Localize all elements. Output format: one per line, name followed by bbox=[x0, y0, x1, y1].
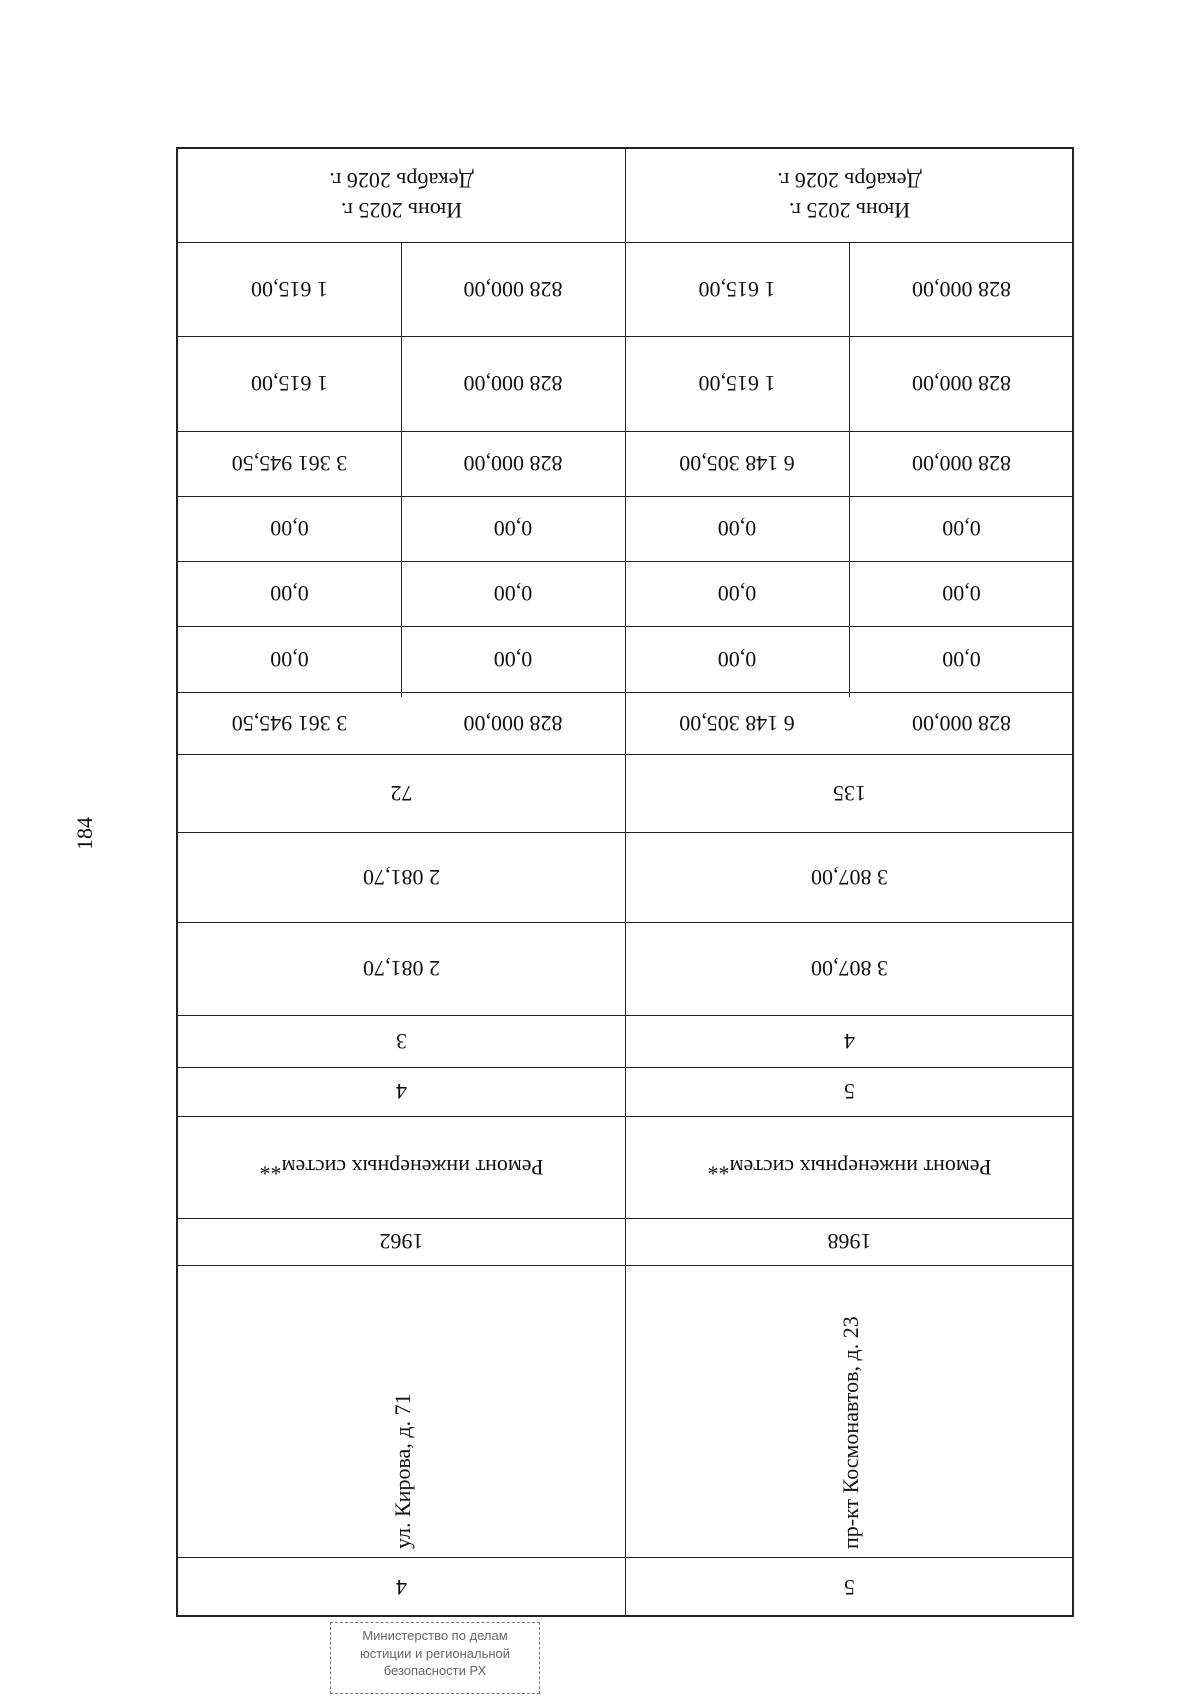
official-stamp bbox=[330, 1622, 540, 1694]
build-year: 1962 bbox=[379, 1229, 424, 1255]
unit-cost-per-sqm: 1 615,00 bbox=[251, 371, 328, 397]
zero-value: 0,00 bbox=[717, 516, 757, 542]
stamp-line: Министерство по делам bbox=[362, 1628, 508, 1643]
zero-value: 0,00 bbox=[942, 646, 981, 672]
zero-value: 0,00 bbox=[942, 516, 981, 542]
unit-cost: 828 000,00 bbox=[912, 371, 1011, 397]
floors-count: 5 bbox=[844, 1079, 855, 1105]
area-living: 2 081,70 bbox=[363, 864, 440, 890]
build-year: 1968 bbox=[827, 1229, 872, 1255]
cost-per-unit: 828 000,00 bbox=[912, 710, 1011, 736]
stamp-line: безопасности РХ bbox=[383, 1663, 487, 1679]
fund-cost: 828 000,00 bbox=[463, 451, 563, 477]
document-table bbox=[176, 147, 1074, 1617]
work-type: Ремонт инженерных систем** bbox=[707, 1154, 992, 1180]
area-total: 2 081,70 bbox=[363, 956, 440, 982]
zero-value: 0,00 bbox=[270, 581, 309, 607]
unit-cost: 828 000,00 bbox=[463, 371, 563, 397]
zero-value: 0,00 bbox=[942, 581, 981, 607]
zero-value: 0,00 bbox=[717, 646, 757, 672]
period-end: Декабрь 2026 г. bbox=[777, 168, 922, 194]
address: пр-кт Космонавтов, д. 23 bbox=[838, 1316, 863, 1549]
cost-total: 3 361 945,50 bbox=[231, 710, 348, 736]
zero-value: 0,00 bbox=[270, 516, 309, 542]
period-start: Июнь 2025 г. bbox=[340, 198, 463, 224]
period-end: Декабрь 2026 г. bbox=[329, 168, 474, 194]
floors-count: 4 bbox=[396, 1079, 407, 1105]
cost-total: 6 148 305,00 bbox=[679, 710, 795, 736]
cost-per-unit: 828 000,00 bbox=[463, 710, 563, 736]
limit-cost: 828 000,00 bbox=[463, 276, 563, 302]
work-type: Ремонт инженерных систем** bbox=[259, 1154, 544, 1180]
limit-cost-per-sqm: 1 615,00 bbox=[698, 276, 776, 302]
fund-total: 6 148 305,00 bbox=[679, 451, 795, 477]
fund-cost: 828 000,00 bbox=[912, 451, 1011, 477]
limit-cost-per-sqm: 1 615,00 bbox=[251, 276, 328, 302]
area-living: 3 807,00 bbox=[811, 864, 888, 890]
unit-cost-per-sqm: 1 615,00 bbox=[698, 371, 776, 397]
page-number: 184 bbox=[72, 817, 97, 850]
limit-cost: 828 000,00 bbox=[912, 276, 1011, 302]
zero-value: 0,00 bbox=[493, 646, 533, 672]
row-number: 4 bbox=[396, 1574, 407, 1600]
residents-count: 135 bbox=[833, 780, 866, 806]
period-cell bbox=[178, 149, 625, 242]
address: ул. Кирова, д. 71 bbox=[390, 1393, 415, 1549]
zero-value: 0,00 bbox=[717, 581, 757, 607]
stamp-line: юстиции и региональной bbox=[359, 1645, 511, 1661]
row-number: 5 bbox=[844, 1574, 855, 1600]
area-total: 3 807,00 bbox=[811, 956, 888, 982]
entrances-count: 3 bbox=[396, 1028, 407, 1054]
entrances-count: 4 bbox=[844, 1028, 855, 1054]
zero-value: 0,00 bbox=[493, 581, 533, 607]
zero-value: 0,00 bbox=[270, 646, 309, 672]
period-start: Июнь 2025 г. bbox=[788, 198, 911, 224]
period-cell bbox=[625, 149, 1074, 242]
fund-total: 3 361 945,50 bbox=[231, 451, 348, 477]
zero-value: 0,00 bbox=[493, 516, 533, 542]
residents-count: 72 bbox=[390, 780, 413, 806]
